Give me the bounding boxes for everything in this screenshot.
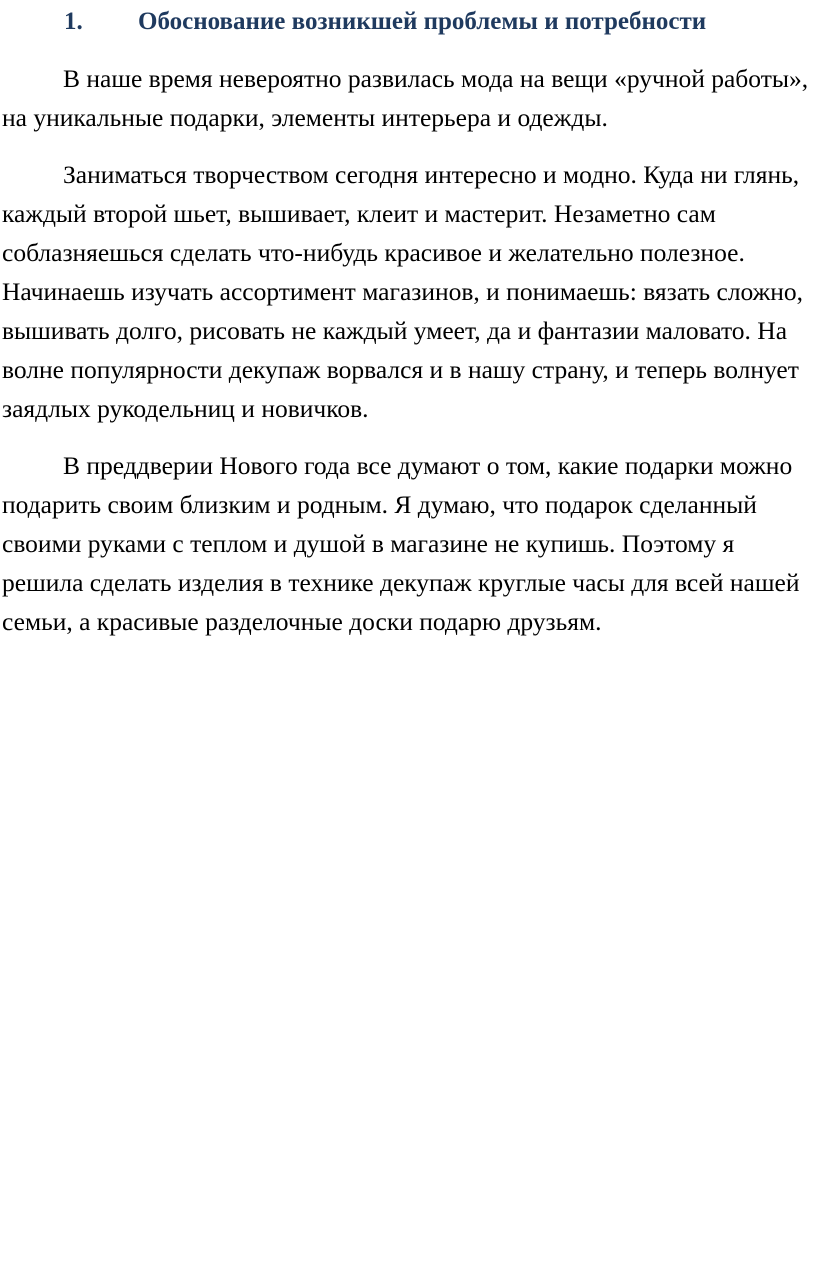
- section-number: 1.: [64, 8, 83, 35]
- section-title: Обоснование возникшей проблемы и потребности: [138, 8, 707, 35]
- paragraph-3: В преддверии Нового года все думают о том, какие подарки можно подарить своим близким и родным. Я думаю, что подарок сделанный своими руками с теплом и душой в магазине не купишь. Поэтому я решила сделать изделия в технике декупаж круглые часы для всей нашей семьи, а красивые разделочные доски подарю друзьям.: [2, 451, 800, 636]
- paragraph-1: В наше время невероятно развилась мода на вещи «ручной работы», на уникальные подарки, элементы интерьера и одежды.: [2, 64, 809, 132]
- paragraph-2: Заниматься творчеством сегодня интересно и модно. Куда ни глянь, каждый второй шьет, вышивает, клеит и мастерит. Незаметно сам соблазняешься сделать что-нибудь красивое и желательно полезное. Начинаешь изучать ассортимент магазинов, и понимаешь: вязать сложно, вышивать долго, рисовать не каждый умеет, да и фантазии маловато. На волне популярности декупаж ворвался и в нашу страну, и теперь волнует заядлых рукодельниц и новичков.: [2, 160, 804, 423]
- section-heading: [64, 2, 810, 42]
